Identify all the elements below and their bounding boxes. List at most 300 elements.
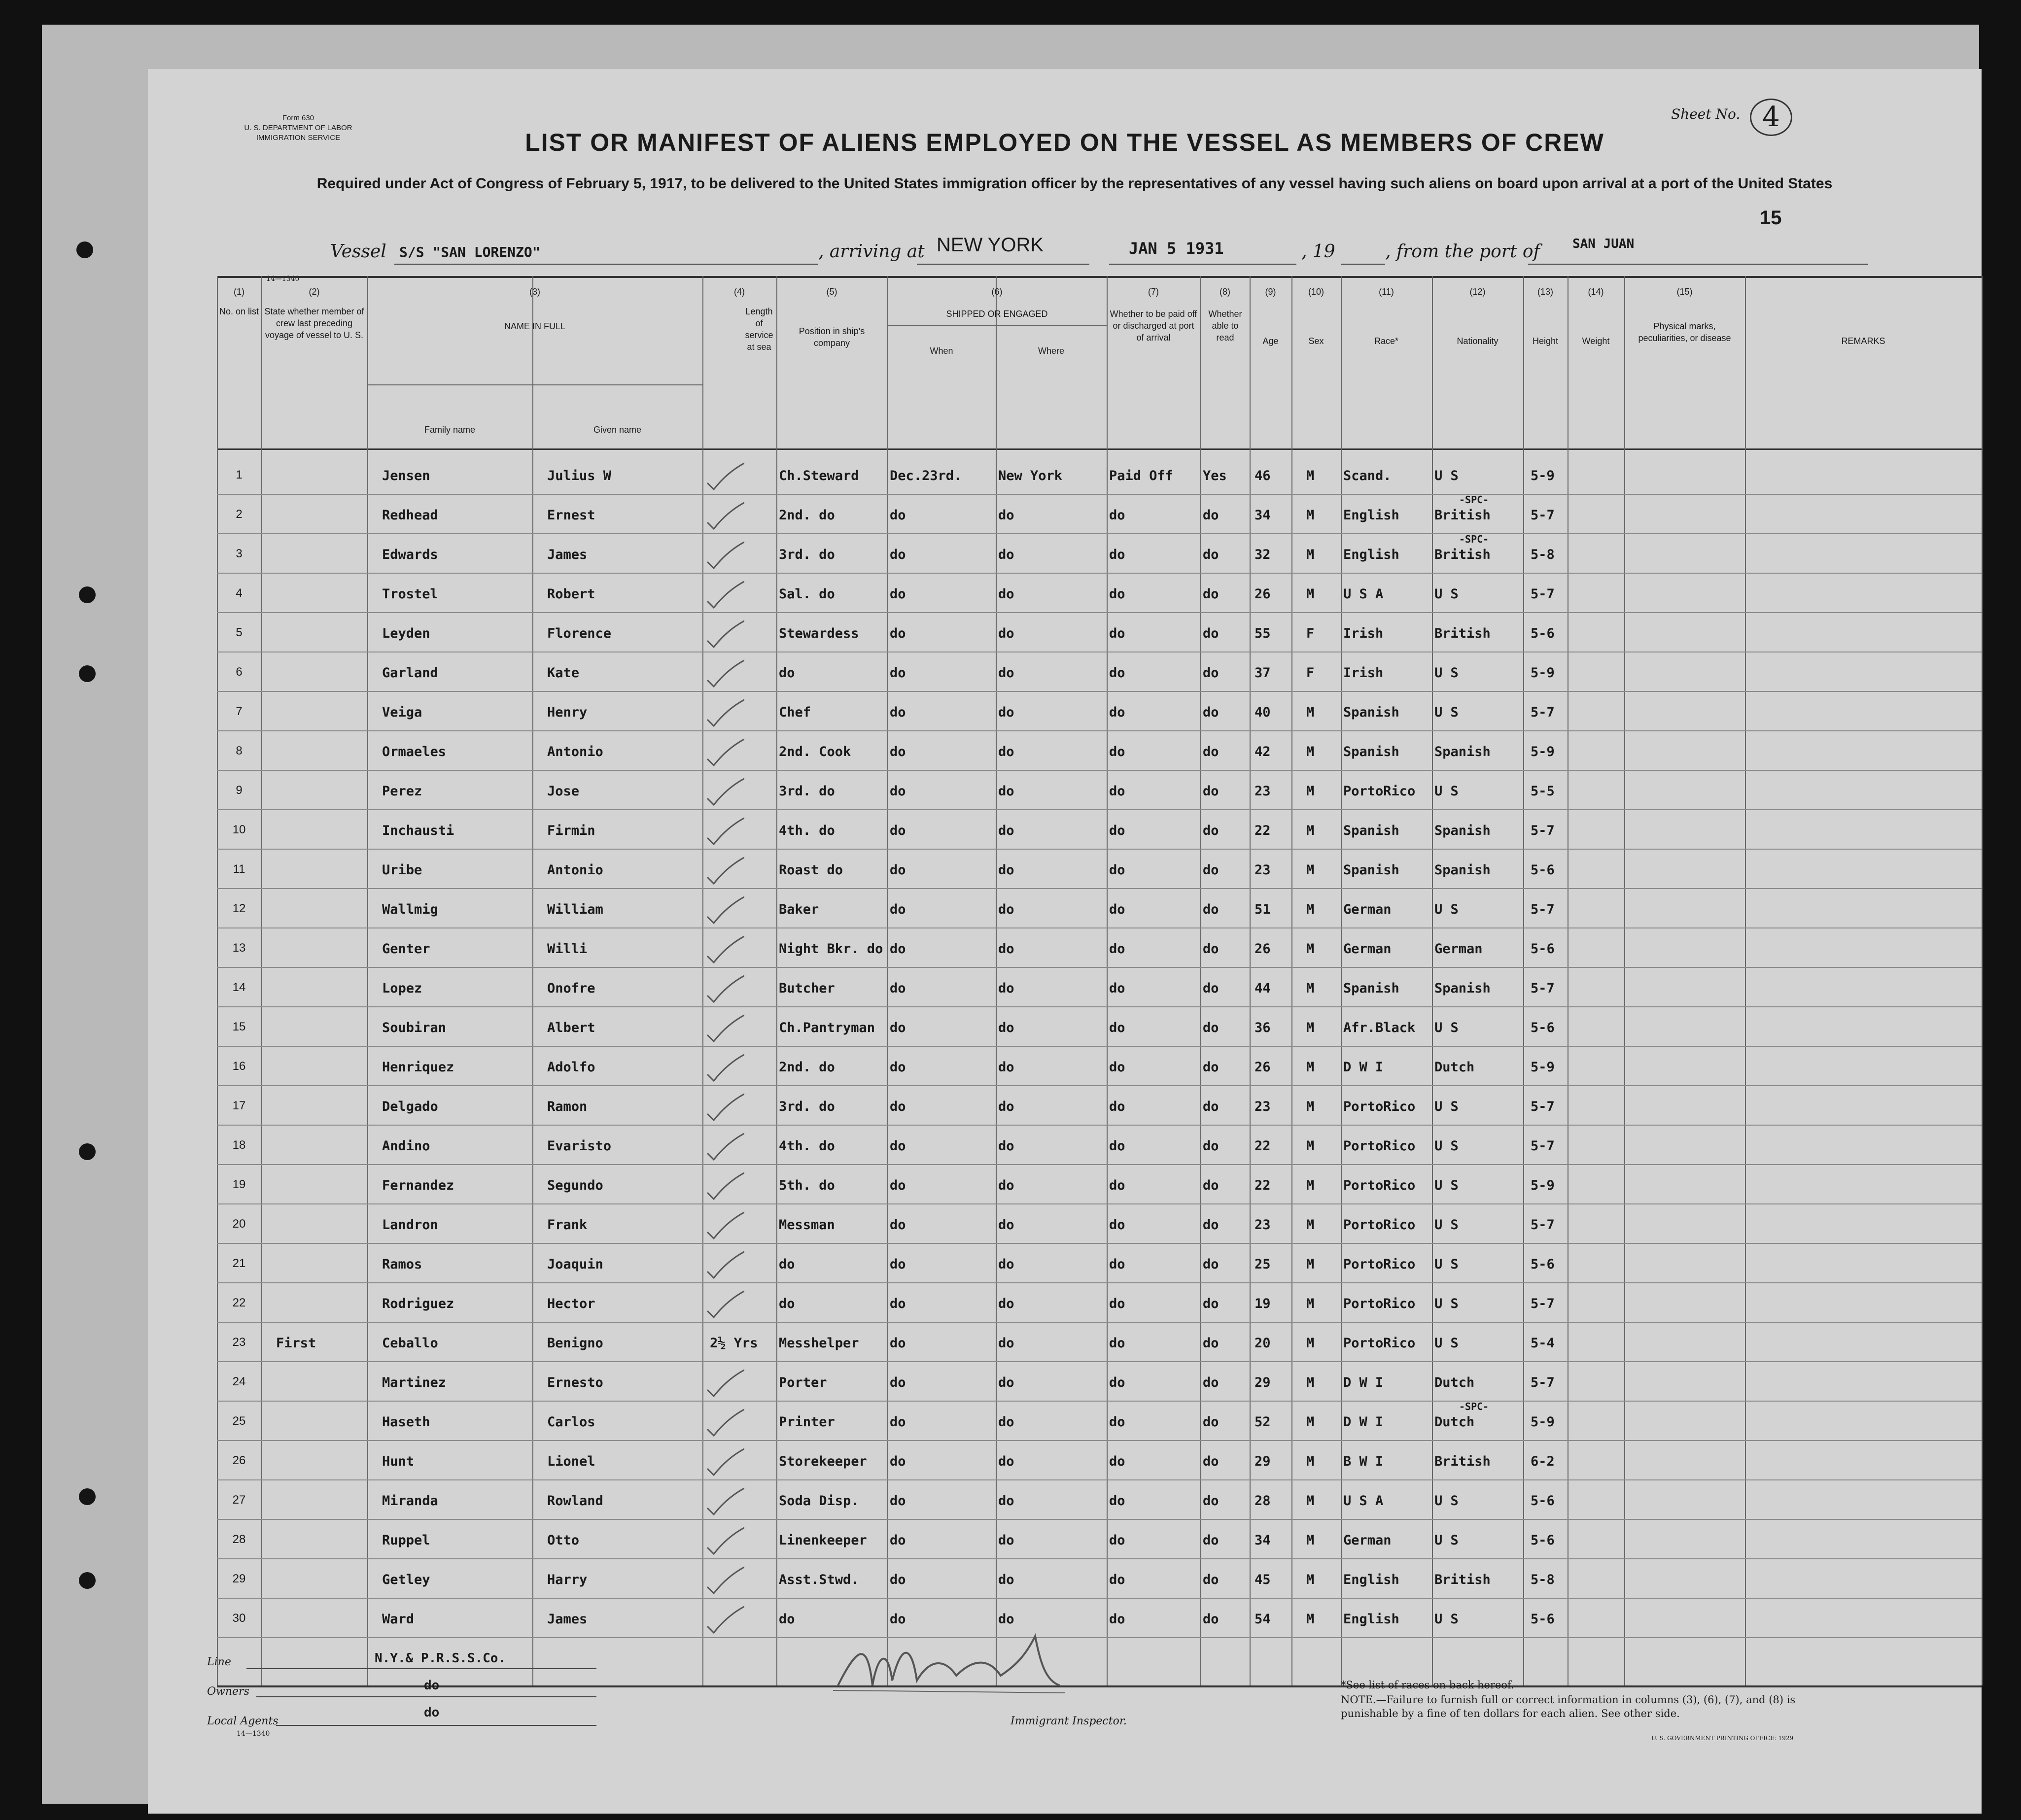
cell-given: Firmin <box>547 823 595 838</box>
cell-family: Rodriguez <box>382 1296 454 1311</box>
cell-height: 5-9 <box>1531 1060 1555 1075</box>
cell-read: do <box>1203 547 1219 562</box>
page-title: LIST OR MANIFEST OF ALIENS EMPLOYED ON THE VESSEL AS MEMBERS OF CREW <box>525 129 1604 156</box>
cell-position: Ch.Steward <box>779 468 859 483</box>
cell-height: 5-9 <box>1531 665 1555 681</box>
line-label: Line <box>207 1656 231 1668</box>
col9-header: Age <box>1262 336 1279 346</box>
row-rule <box>217 1440 1982 1441</box>
cell-no: 27 <box>232 1493 246 1507</box>
arriving-label: , arriving at <box>818 241 925 262</box>
cell-height: 5-4 <box>1531 1336 1555 1351</box>
cell-race: Spanish <box>1343 744 1399 759</box>
cell-sex: M <box>1306 1020 1315 1035</box>
cell-sex: M <box>1306 1138 1315 1154</box>
cell-when: do <box>890 1533 906 1548</box>
year-label: , 19 <box>1301 241 1335 262</box>
cell-race: Spanish <box>1343 705 1399 720</box>
col1-number: (1) <box>234 287 244 297</box>
cell-family: Wallmig <box>382 902 438 917</box>
check-mark <box>705 732 744 766</box>
cell-read: do <box>1203 1020 1219 1035</box>
cell-nationality: Spanish <box>1434 823 1491 838</box>
cell-position: Printer <box>779 1414 835 1430</box>
col10-header: Sex <box>1308 336 1324 346</box>
cell-paid: do <box>1109 1138 1125 1154</box>
cell-race: PortoRico <box>1343 1099 1416 1114</box>
year-underline <box>1341 264 1385 265</box>
cell-no: 23 <box>232 1336 246 1349</box>
cell-sex: M <box>1306 705 1315 720</box>
cell-read: do <box>1203 1336 1219 1351</box>
check-mark <box>705 1008 744 1042</box>
check-mark <box>705 1363 744 1397</box>
row-rule <box>217 1401 1982 1402</box>
cell-nationality: U S <box>1434 1296 1459 1311</box>
check-mark <box>705 1442 744 1476</box>
cell-height: 6-2 <box>1531 1454 1555 1469</box>
sheet-number: 4 <box>1750 99 1792 136</box>
cell-family: Edwards <box>382 547 438 562</box>
cell-nationality: U S <box>1434 1020 1459 1035</box>
cell-read: do <box>1203 1375 1219 1390</box>
cell-paid: do <box>1109 941 1125 957</box>
form-number: Form 630 <box>282 114 314 122</box>
cell-given: Onofre <box>547 981 595 996</box>
cell-when: do <box>890 1572 906 1587</box>
cell-read: do <box>1203 1572 1219 1587</box>
check-mark <box>705 614 744 648</box>
check-mark <box>705 653 744 687</box>
cell-height: 5-5 <box>1531 784 1555 799</box>
cell-given: Lionel <box>547 1454 595 1469</box>
spc-annotation: -SPC- <box>1459 533 1489 545</box>
cell-no: 15 <box>232 1020 246 1033</box>
cell-read: do <box>1203 744 1219 759</box>
check-mark <box>705 1520 744 1555</box>
cell-sex: M <box>1306 547 1315 562</box>
cell-no: 28 <box>232 1533 246 1546</box>
cell-family: Haseth <box>382 1414 430 1430</box>
cell-family: Henriquez <box>382 1060 454 1075</box>
col13-header: Height <box>1532 336 1559 346</box>
cell-sex: M <box>1306 1612 1315 1627</box>
cell-read: do <box>1203 902 1219 917</box>
cell-read: do <box>1203 665 1219 681</box>
check-mark <box>705 968 744 1003</box>
cell-sex: M <box>1306 1375 1315 1390</box>
cell-race: PortoRico <box>1343 784 1416 799</box>
cell-when: do <box>890 902 906 917</box>
cell-when: Dec.23rd. <box>890 468 962 483</box>
cell-race: Irish <box>1343 665 1384 681</box>
cell-position: do <box>779 1296 795 1311</box>
cell-height: 5-7 <box>1531 902 1555 917</box>
cell-no: 26 <box>232 1454 246 1467</box>
cell-height: 5-6 <box>1531 941 1555 957</box>
cell-age: 28 <box>1254 1493 1271 1509</box>
col3-header: NAME IN FULL <box>504 321 566 331</box>
cell-where: do <box>998 626 1014 641</box>
cell-nationality: U S <box>1434 1217 1459 1233</box>
cell-age: 23 <box>1254 1099 1271 1114</box>
cell-family: Leyden <box>382 626 430 641</box>
cell-paid: do <box>1109 1414 1125 1430</box>
check-mark <box>705 1284 744 1318</box>
cell-where: do <box>998 547 1014 562</box>
cell-race: English <box>1343 1572 1399 1587</box>
row-rule <box>217 1322 1982 1323</box>
inspector-signature <box>828 1626 1075 1705</box>
cell-last-voyage: First <box>276 1336 316 1351</box>
from-port-label: , from the port of <box>1385 241 1540 262</box>
arrival-port <box>789 234 1044 256</box>
cell-family: Garland <box>382 665 438 681</box>
agents-underline <box>276 1725 596 1726</box>
cell-read: do <box>1203 1612 1219 1627</box>
cell-paid: do <box>1109 1572 1125 1587</box>
cell-given: James <box>547 547 588 562</box>
cell-read: do <box>1203 1138 1219 1154</box>
cell-sex: M <box>1306 1178 1315 1193</box>
cell-no: 11 <box>233 862 245 876</box>
cell-race: German <box>1343 941 1392 957</box>
row-rule <box>217 770 1982 771</box>
binder-hole <box>76 241 93 258</box>
cell-no: 29 <box>232 1572 246 1585</box>
cell-given: Julius W <box>547 468 612 483</box>
row-rule <box>217 967 1982 968</box>
col12-header: Nationality <box>1457 336 1498 346</box>
line-value: N.Y.& P.R.S.S.Co. <box>375 1651 506 1666</box>
cell-when: do <box>890 744 906 759</box>
cell-nationality: Dutch <box>1434 1060 1475 1075</box>
cell-paid: do <box>1109 1375 1125 1390</box>
cell-read: do <box>1203 1099 1219 1114</box>
check-mark <box>705 692 744 727</box>
column-divider <box>702 276 703 1685</box>
cell-position: Night Bkr. do <box>779 941 883 957</box>
cell-when: do <box>890 665 906 681</box>
cell-when: do <box>890 1454 906 1469</box>
service: IMMIGRATION SERVICE <box>256 134 341 142</box>
cell-given: Joaquin <box>547 1257 603 1272</box>
cell-height: 5-7 <box>1531 508 1555 523</box>
binder-hole <box>79 1143 96 1160</box>
cell-sex: M <box>1306 1493 1315 1509</box>
cell-family: Andino <box>382 1138 430 1154</box>
cell-height: 5-7 <box>1531 1099 1555 1114</box>
cell-read: do <box>1203 941 1219 957</box>
row-rule <box>217 494 1982 495</box>
cell-given: Willi <box>547 941 588 957</box>
cell-paid: do <box>1109 744 1125 759</box>
col4-header: Length of service at sea <box>745 307 773 352</box>
cell-sex: M <box>1306 902 1315 917</box>
cell-when: do <box>890 941 906 957</box>
row-rule <box>217 730 1982 731</box>
cell-where: do <box>998 1020 1014 1035</box>
cell-family: Soubiran <box>382 1020 447 1035</box>
shipped-subheader-rule <box>887 325 1107 326</box>
col10-number: (10) <box>1308 287 1324 297</box>
row-rule <box>217 927 1982 928</box>
cell-where: New York <box>998 468 1063 483</box>
cell-nationality: Spanish <box>1434 981 1491 996</box>
cell-age: 20 <box>1254 1336 1271 1351</box>
row-rule <box>217 849 1982 850</box>
small-code: 14—1340 <box>266 275 300 283</box>
col2-header: State whether member of crew last preceding voyage of vessel to U. S. <box>264 307 364 340</box>
row-rule <box>217 691 1982 692</box>
cell-paid: do <box>1109 823 1125 838</box>
sheet-label: Sheet No. <box>1671 106 1741 122</box>
check-mark <box>705 456 744 490</box>
col3-number: (3) <box>529 287 540 297</box>
cell-height: 5-9 <box>1531 744 1555 759</box>
cell-no: 21 <box>232 1257 246 1270</box>
cell-where: do <box>998 744 1014 759</box>
department: U. S. DEPARTMENT OF LABOR <box>244 124 352 132</box>
cell-where: do <box>998 862 1014 878</box>
check-mark <box>705 811 744 845</box>
col5-header: Position in ship's company <box>799 326 865 348</box>
cell-paid: do <box>1109 1336 1125 1351</box>
cell-family: Veiga <box>382 705 422 720</box>
cell-nationality: U S <box>1434 1336 1459 1351</box>
cell-race: English <box>1343 1612 1399 1627</box>
cell-sex: M <box>1306 1336 1315 1351</box>
cell-race: Spanish <box>1343 862 1399 878</box>
cell-position: Soda Disp. <box>779 1493 859 1509</box>
cell-given: Carlos <box>547 1414 595 1430</box>
col9-number: (9) <box>1265 287 1276 297</box>
cell-when: do <box>890 823 906 838</box>
cell-sex: M <box>1306 1217 1315 1233</box>
cell-age: 26 <box>1254 941 1271 957</box>
cell-nationality: U S <box>1434 468 1459 483</box>
col5-number: (5) <box>826 287 837 297</box>
cell-age: 37 <box>1254 665 1271 681</box>
cell-race: Scand. <box>1343 468 1392 483</box>
row-rule <box>217 1085 1982 1086</box>
cell-family: Miranda <box>382 1493 438 1509</box>
cell-nationality: U S <box>1434 902 1459 917</box>
cell-when: do <box>890 626 906 641</box>
col8-header: Whether able to read <box>1208 309 1242 343</box>
col6-header: SHIPPED OR ENGAGED <box>946 309 1048 319</box>
cell-read: do <box>1203 1533 1219 1548</box>
column-divider <box>1432 276 1433 1685</box>
cell-given: Evaristo <box>547 1138 612 1154</box>
col3b-header: Given name <box>593 425 642 435</box>
cell-race: U S A <box>1343 1493 1384 1509</box>
cell-height: 5-9 <box>1531 468 1555 483</box>
row-rule <box>217 1125 1982 1126</box>
cell-given: Ramon <box>547 1099 588 1114</box>
cell-age: 52 <box>1254 1414 1271 1430</box>
column-divider <box>996 276 997 1685</box>
cell-given: Benigno <box>547 1336 603 1351</box>
column-divider <box>1523 276 1524 1685</box>
cell-age: 40 <box>1254 705 1271 720</box>
cell-when: do <box>890 508 906 523</box>
cell-where: do <box>998 1178 1014 1193</box>
cell-nationality: U S <box>1434 1257 1459 1272</box>
cell-nationality: U S <box>1434 1138 1459 1154</box>
cell-paid: do <box>1109 586 1125 602</box>
manifest-page <box>148 69 1982 1814</box>
port-underline <box>917 264 1089 265</box>
cell-when: do <box>890 1375 906 1390</box>
cell-position: do <box>779 665 795 681</box>
cell-race: English <box>1343 547 1399 562</box>
row-rule <box>217 533 1982 534</box>
check-mark <box>705 574 744 609</box>
cell-race: Spanish <box>1343 981 1399 996</box>
cell-sex: M <box>1306 981 1315 996</box>
cell-when: do <box>890 1138 906 1154</box>
check-mark <box>705 1087 744 1121</box>
check-mark <box>705 771 744 806</box>
cell-read: do <box>1203 1178 1219 1193</box>
cell-where: do <box>998 1375 1014 1390</box>
cell-read: do <box>1203 626 1219 641</box>
cell-paid: do <box>1109 1060 1125 1075</box>
cell-paid: do <box>1109 1296 1125 1311</box>
row-rule <box>217 1519 1982 1520</box>
cell-race: PortoRico <box>1343 1217 1416 1233</box>
cell-where: do <box>998 1138 1014 1154</box>
cell-no: 22 <box>232 1296 246 1309</box>
cell-position: Messman <box>779 1217 835 1233</box>
cell-height: 5-9 <box>1531 1178 1555 1193</box>
cell-race: English <box>1343 508 1399 523</box>
col8-number: (8) <box>1220 287 1230 297</box>
check-mark <box>705 1047 744 1082</box>
cell-age: 51 <box>1254 902 1271 917</box>
remarks-header: REMARKS <box>1841 336 1885 346</box>
binder-hole <box>79 586 96 603</box>
cell-given: Segundo <box>547 1178 603 1193</box>
cell-given: Harry <box>547 1572 588 1587</box>
printing-office: U. S. GOVERNMENT PRINTING OFFICE: 1929 <box>1651 1735 1794 1742</box>
cell-position: Baker <box>779 902 819 917</box>
cell-where: do <box>998 586 1014 602</box>
cell-family: Ramos <box>382 1257 422 1272</box>
cell-no: 9 <box>236 784 243 797</box>
cell-read: do <box>1203 1414 1219 1430</box>
cell-race: Afr.Black <box>1343 1020 1416 1035</box>
col15-number: (15) <box>1676 287 1693 297</box>
cell-no: 25 <box>232 1414 246 1428</box>
cell-age: 26 <box>1254 1060 1271 1075</box>
cell-position: Asst.Stwd. <box>779 1572 859 1587</box>
cell-where: do <box>998 705 1014 720</box>
cell-where: do <box>998 1572 1014 1587</box>
cell-read: Yes <box>1203 468 1227 483</box>
cell-age: 22 <box>1254 823 1271 838</box>
row-rule <box>217 612 1982 613</box>
cell-family: Martinez <box>382 1375 447 1390</box>
col14-number: (14) <box>1588 287 1604 297</box>
agents-label: Local Agents <box>207 1715 279 1727</box>
cell-paid: do <box>1109 1020 1125 1035</box>
cell-given: Hector <box>547 1296 595 1311</box>
cell-sex: M <box>1306 1060 1315 1075</box>
cell-family: Delgado <box>382 1099 438 1114</box>
cell-nationality: British <box>1434 547 1491 562</box>
cell-no: 5 <box>236 626 243 639</box>
binder-hole <box>79 1572 96 1589</box>
column-divider <box>532 276 533 1685</box>
cell-nationality: British <box>1434 626 1491 641</box>
cell-paid: do <box>1109 547 1125 562</box>
cell-paid: do <box>1109 1454 1125 1469</box>
cell-sex: M <box>1306 1099 1315 1114</box>
cell-where: do <box>998 1099 1014 1114</box>
cell-nationality: U S <box>1434 1533 1459 1548</box>
cell-height: 5-6 <box>1531 1257 1555 1272</box>
cell-paid: do <box>1109 508 1125 523</box>
cell-nationality: Spanish <box>1434 862 1491 878</box>
col15-header: Physical marks, peculiarities, or disease <box>1638 321 1731 343</box>
cell-age: 34 <box>1254 1533 1271 1548</box>
col11-header: Race* <box>1374 336 1399 346</box>
cell-family: Inchausti <box>382 823 454 838</box>
from-port-underline <box>1528 264 1868 265</box>
cell-family: Redhead <box>382 508 438 523</box>
cell-nationality: Dutch <box>1434 1414 1475 1430</box>
cell-height: 5-6 <box>1531 1020 1555 1035</box>
cell-height: 5-7 <box>1531 823 1555 838</box>
cell-paid: do <box>1109 784 1125 799</box>
cell-no: 1 <box>236 468 243 481</box>
races-note: *See list of races on back hereof. <box>1341 1679 1514 1691</box>
cell-age: 22 <box>1254 1178 1271 1193</box>
cell-position: do <box>779 1612 795 1627</box>
cell-where: do <box>998 1336 1014 1351</box>
cell-sex: M <box>1306 1257 1315 1272</box>
cell-where: do <box>998 902 1014 917</box>
cell-no: 8 <box>236 744 243 757</box>
cell-height: 5-7 <box>1531 981 1555 996</box>
cell-age: 44 <box>1254 981 1271 996</box>
cell-height: 5-9 <box>1531 1414 1555 1430</box>
column-divider <box>367 276 368 1685</box>
cell-nationality: U S <box>1434 1099 1459 1114</box>
cell-family: Genter <box>382 941 430 957</box>
cell-nationality: Dutch <box>1434 1375 1475 1390</box>
cell-nationality: U S <box>1434 1493 1459 1509</box>
cell-height: 5-7 <box>1531 1138 1555 1154</box>
cell-paid: do <box>1109 1612 1125 1627</box>
row-rule <box>217 1243 1982 1244</box>
column-divider <box>1107 276 1108 1685</box>
check-mark <box>705 850 744 885</box>
cell-when: do <box>890 862 906 878</box>
cell-when: do <box>890 784 906 799</box>
cell-race: German <box>1343 1533 1392 1548</box>
cell-read: do <box>1203 508 1219 523</box>
col12-number: (12) <box>1469 287 1486 297</box>
spc-annotation: -SPC- <box>1459 1401 1489 1412</box>
cell-given: Ernest <box>547 508 595 523</box>
cell-sex: F <box>1306 665 1315 681</box>
cell-paid: do <box>1109 665 1125 681</box>
cell-read: do <box>1203 1493 1219 1509</box>
cell-position: Porter <box>779 1375 827 1390</box>
